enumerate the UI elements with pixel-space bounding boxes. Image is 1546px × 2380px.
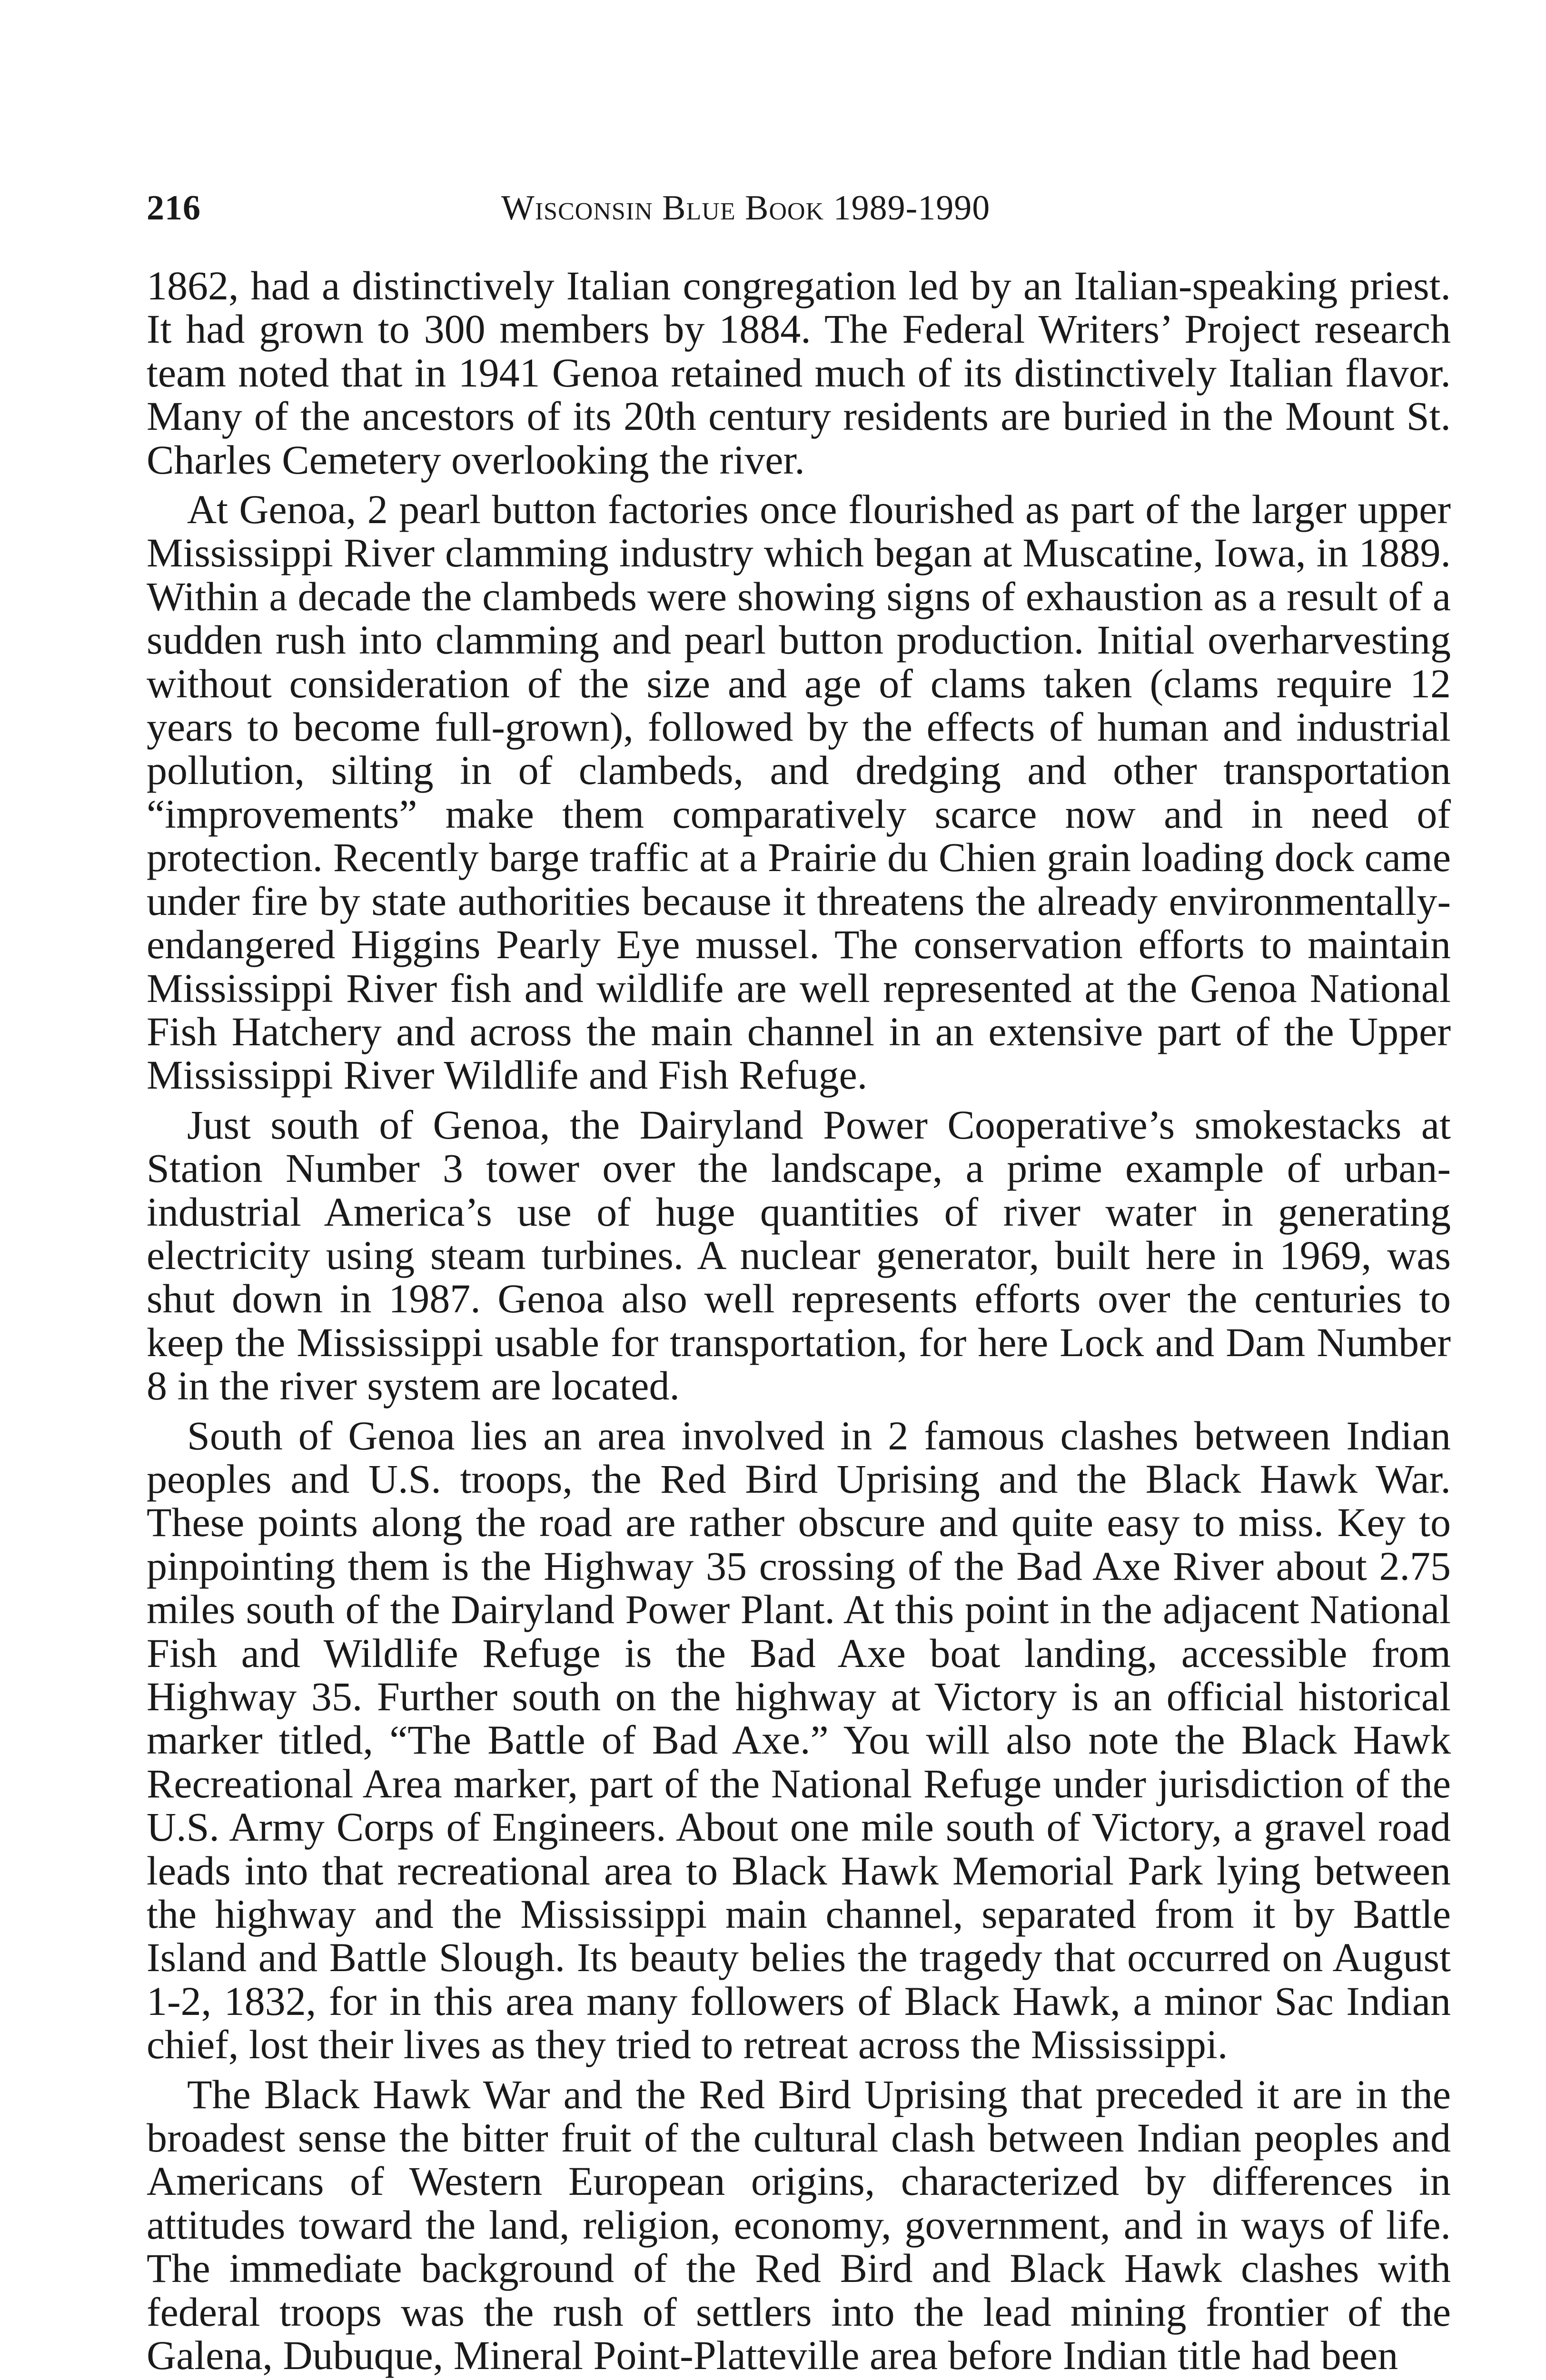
book-title: Wisconsin Blue Book 1989-1990 bbox=[501, 188, 991, 228]
paragraph-dairyland-power: Just south of Genoa, the Dairyland Power Cooperative’s smokestacks at Station Number 3 tower over the landscape, a prime example of urban-industrial America’s use of huge quantities of river water in generating electricity using steam turbines. A nuclear generator, built here in 1969, was shut down in 1987. Genoa also well represents efforts over the centuries to keep the Mississippi usable for transportation, for here Lock and Dam Number 8 in the river system are located. bbox=[147, 1101, 1451, 1409]
paragraph-pearl-button: At Genoa, 2 pearl button factories once flourished as part of the larger upper Mississippi River clamming industry which began at Muscatine, Iowa, in 1889. Within a decade the clambeds were showing signs of exhaustion as a result of a sudden rush into clamming and pearl button production. Initial overharvesting without consideration of the size and age of clams taken (clams require 12 years to become full-grown), followed by the effects of human and industrial pollution, silting in of clambeds, and dredging and other transportation “improvements” make them comparatively scarce now and in need of protection. Recently barge traffic at a Prairie du Chien grain loading dock came under fire by state authorities because it threatens the already environmentally-endangered Higgins Pearly Eye mussel. The conservation efforts to maintain Mississippi River fish and wildlife are well represented at the Genoa National Fish Hatchery and across the main channel in an extensive part of the Upper Mississippi River Wildlife and Fish Refuge. bbox=[147, 486, 1451, 1098]
paragraph-cultural-clash: The Black Hawk War and the Red Bird Uprising that preceded it are in the broadest sense the bitter fruit of the cultural clash between Indian peoples and Americans of Western European origins, characterized by differences in attitudes toward the land, religion, economy, government, and in ways of life. The immediate background of the Red Bird and Black Hawk clashes with federal troops was the rush of settlers into the lead mining frontier of the Galena, Dubuque, Mineral Point-Platteville area before Indian title had been bbox=[147, 2071, 1451, 2379]
running-head bbox=[147, 188, 1451, 231]
paragraph-continued: 1862, had a distinctively Italian congregation led by an Italian-speaking priest. It had grown to 300 members by 1884. The Federal Writers’ Project research team noted that in 1941 Genoa retained much of its distinctively Italian flavor. Many of the ancestors of its 20th century residents are buried in the Mount St. Charles Cemetery overlooking the river. bbox=[147, 263, 1451, 483]
paragraph-black-hawk-area: South of Genoa lies an area involved in 2 famous clashes between Indian peoples and U.S. troops, the Red Bird Uprising and the Black Hawk War. These points along the road are rather obscure and quite easy to miss. Key to pinpointing them is the Highway 35 crossing of the Bad Axe River about 2.75 miles south of the Dairyland Power Plant. At this point in the adjacent National Fish and Wildlife Refuge is the Bad Axe boat landing, accessible from Highway 35. Further south on the highway at Victory is an official historical marker titled, “The Battle of Bad Axe.” You will also note the Black Hawk Recreational Area marker, part of the National Refuge under jurisdiction of the U.S. Army Corps of Engineers. About one mile south of Victory, a gravel road leads into that recreational area to Black Hawk Memorial Park lying between the highway and the Mississippi main channel, separated from it by Battle Island and Battle Slough. Its beauty belies the tragedy that occurred on August 1-2, 1832, for in this area many followers of Black Hawk, a minor Sac Indian chief, lost their lives as they tried to retreat across the Mississippi. bbox=[147, 1412, 1451, 2068]
body-text bbox=[147, 264, 1451, 2380]
page-number: 216 bbox=[147, 188, 201, 228]
